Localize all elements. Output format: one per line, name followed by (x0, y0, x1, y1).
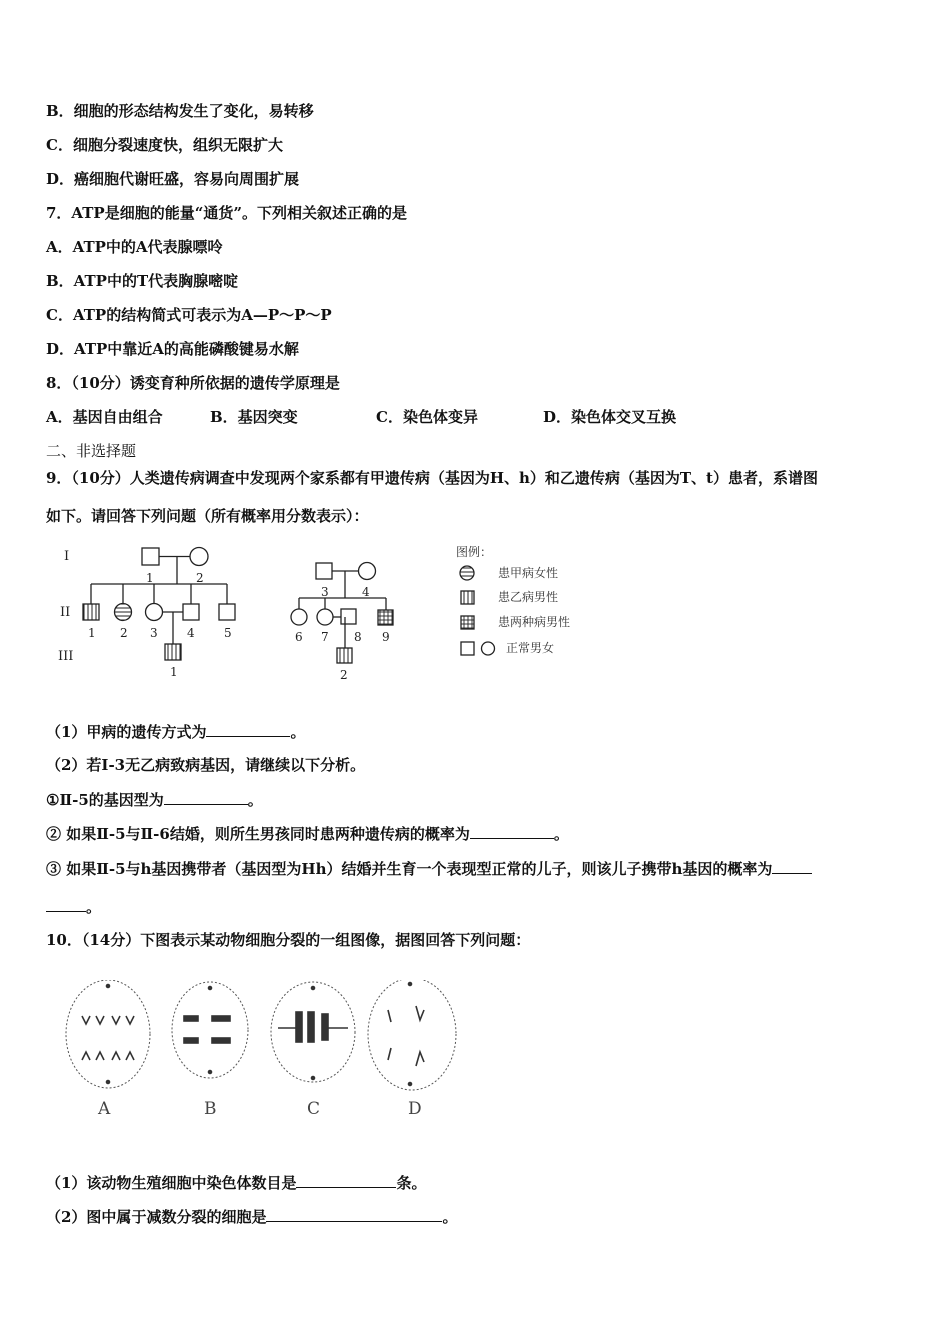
cell-division-figure (60, 980, 460, 1120)
gen-label-iii: III (58, 649, 74, 664)
ped-f1-i1: 1 (146, 571, 154, 585)
q8-option-d: D．染色体交叉互换 (543, 408, 677, 426)
q9-sub1: （1）甲病的遗传方式为 。 (46, 723, 306, 741)
answer-blank[interactable] (296, 1172, 396, 1188)
ped-f1-ii3: 3 (150, 626, 158, 640)
section-heading: 二、非选择题 (46, 442, 137, 460)
ped-f2-i4: 4 (362, 585, 370, 599)
q6-option-b: B．细胞的形态结构发生了变化，易转移 (46, 102, 314, 120)
q9-sub2-i: ①Ⅱ-5的基因型为 。 (46, 791, 263, 809)
cell-label-d: D (408, 1099, 422, 1119)
answer-blank[interactable] (164, 789, 248, 805)
q10-sub2: （2）图中属于减数分裂的细胞是 。 (46, 1208, 458, 1226)
answer-blank[interactable] (206, 721, 290, 737)
q7-option-a: A．ATP中的A代表腺嘌呤 (46, 238, 223, 256)
q9-sub2-iii-cont: 。 (46, 896, 101, 917)
ped-f2-ii8: 8 (354, 630, 362, 644)
q9-stem-line1: 9．（10分）人类遗传病调查中发现两个家系都有甲遗传病（基因为H、h）和乙遗传病（基因为T、t）患者，系谱图 (46, 469, 818, 487)
pedigree-diagram (50, 538, 610, 688)
q7-option-c: C．ATP的结构简式可表示为A—P～P～P (46, 306, 332, 324)
q6-option-c: C．细胞分裂速度快，组织无限扩大 (46, 136, 283, 154)
q9-sub2-iii: ③ 如果Ⅱ-5与h基因携带者（基因型为Hh）结婚并生育一个表现型正常的儿子，则该儿子携带h基因的概率为 (46, 858, 812, 879)
cell-label-c: C (307, 1099, 321, 1119)
ped-f1-ii1: 1 (88, 626, 96, 640)
q8-stem: 8．（10分）诱变育种所依据的遗传学原理是 (46, 374, 340, 392)
gen-label-ii: II (60, 605, 71, 620)
ped-f1-i2: 2 (196, 571, 204, 585)
q6-option-d: D．癌细胞代谢旺盛，容易向周围扩展 (46, 170, 300, 188)
answer-blank[interactable] (772, 858, 812, 874)
q8-option-a: A．基因自由组合 (46, 408, 163, 426)
ped-f1-iii1: 1 (170, 665, 178, 679)
cell-label-a: A (98, 1099, 111, 1119)
answer-blank[interactable] (470, 823, 554, 839)
q9-stem-line2: 如下。请回答下列问题（所有概率用分数表示）： (46, 507, 369, 525)
ped-f2-ii9: 9 (382, 630, 390, 644)
cell-label-b: B (204, 1099, 217, 1119)
q9-sub2-ii: ② 如果Ⅱ-5与Ⅱ-6结婚，则所生男孩同时患两种遗传病的概率为 。 (46, 825, 569, 843)
ped-f2-ii6: 6 (295, 630, 303, 644)
q7-stem: 7．ATP是细胞的能量“通货”。下列相关叙述正确的是 (46, 204, 407, 222)
legend-item-3: 患两种病男性 (498, 615, 571, 629)
legend-item-4: 正常男女 (506, 641, 555, 655)
ped-f1-ii2: 2 (120, 626, 128, 640)
answer-blank[interactable] (46, 896, 86, 912)
q8-option-c: C．染色体变异 (376, 408, 478, 426)
ped-f1-ii5: 5 (224, 626, 232, 640)
ped-f2-ii7: 7 (321, 630, 329, 644)
ped-f2-iii2: 2 (340, 668, 348, 682)
q8-option-b: B．基因突变 (210, 408, 298, 426)
gen-label-i: I (64, 549, 70, 564)
q10-stem: 10．（14分）下图表示某动物细胞分裂的一组图像，据图回答下列问题： (46, 931, 531, 949)
q7-option-b: B．ATP中的T代表胸腺嘧啶 (46, 272, 239, 290)
ped-f2-i3: 3 (321, 585, 329, 599)
q9-sub2: （2）若I-3无乙病致病基因，请继续以下分析。 (46, 756, 366, 774)
legend-item-1: 患甲病女性 (498, 566, 559, 580)
legend-title: 图例： (456, 545, 493, 559)
answer-blank[interactable] (266, 1206, 442, 1222)
q7-option-d: D．ATP中靠近A的高能磷酸键易水解 (46, 340, 299, 358)
q10-sub1: （1）该动物生殖细胞中染色体数目是 条。 (46, 1174, 427, 1192)
legend-item-2: 患乙病男性 (498, 590, 559, 604)
ped-f1-ii4: 4 (187, 626, 195, 640)
